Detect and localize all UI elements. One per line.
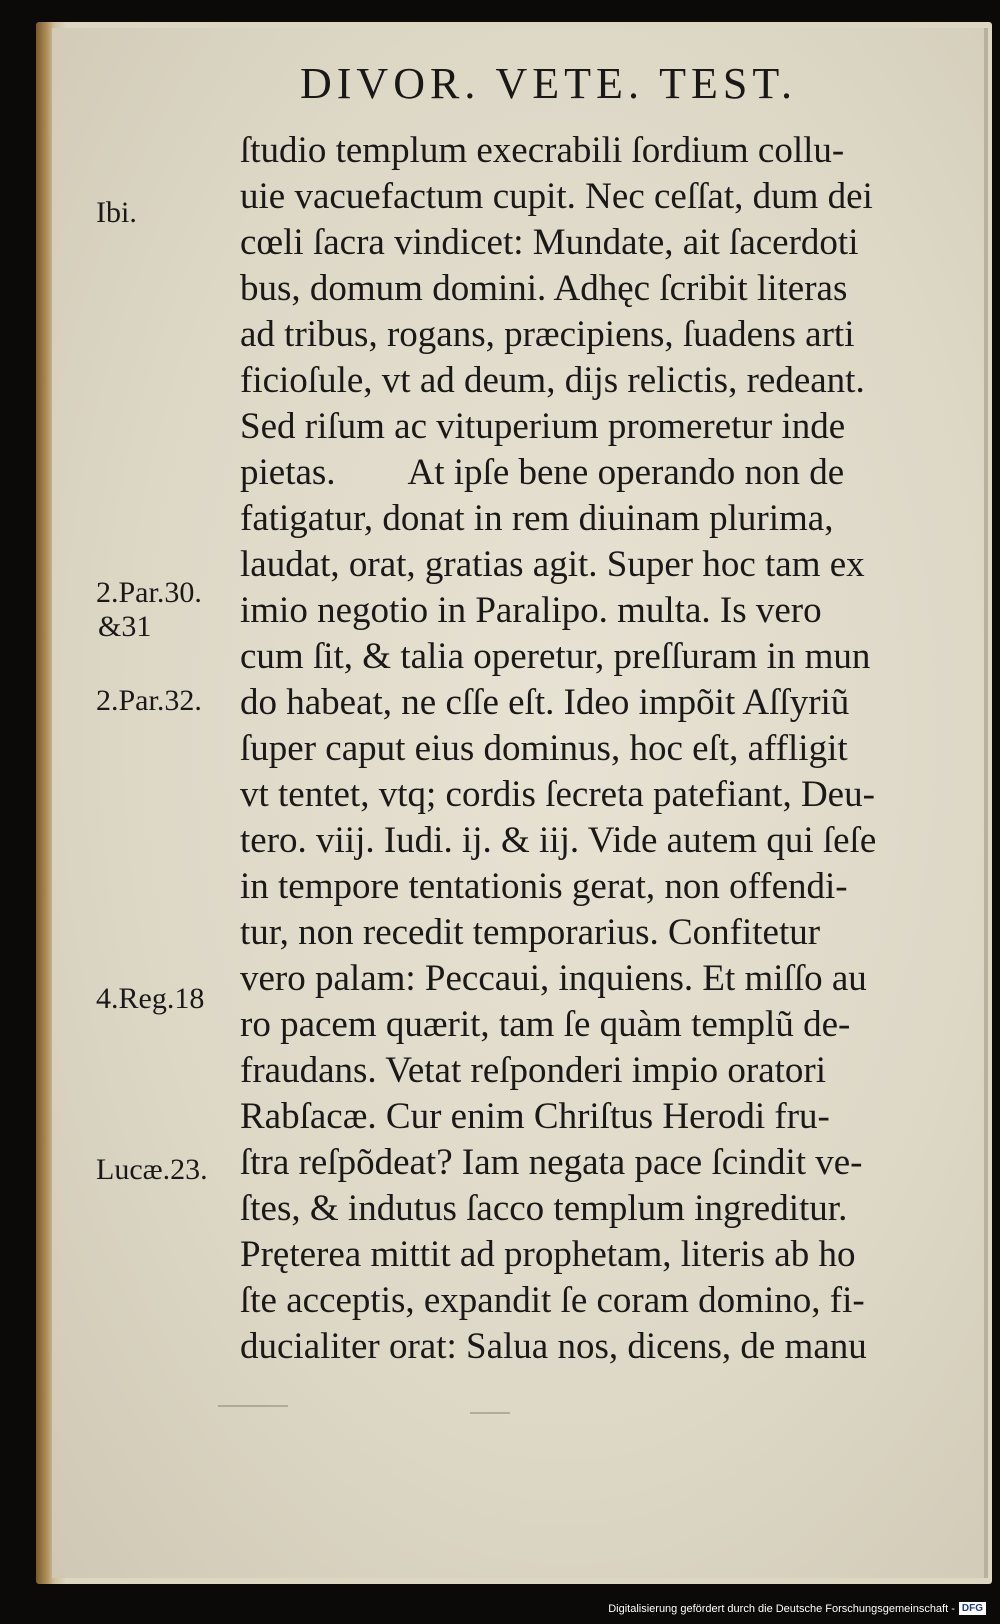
page-smudge-mark [470, 1412, 510, 1414]
text-line: uie vacuefactum cupit. Nec ceſſat, dum dei [240, 176, 873, 217]
main-text-block [240, 128, 940, 1370]
text-line: ro pacem quærit, tam ſe quàm templũ de- [240, 1004, 851, 1045]
text-line: in tempore tentationis gerat, non offendi- [240, 866, 848, 907]
text-line: ſuper caput eius dominus, hoc eſt, affligit [240, 728, 848, 769]
text-line: ſte acceptis, expandit ſe coram domino, fi- [240, 1280, 865, 1321]
text-line: ſtra reſpõdeat? Iam negata pace ſcindit ve- [240, 1142, 863, 1183]
marginal-note-paralipomenon-31: &31 [98, 610, 152, 643]
text-line: ſtes, & indutus ſacco templum ingreditur. [240, 1188, 848, 1229]
marginal-note-kings: 4.Reg.18 [96, 982, 205, 1015]
text-line: ducialiter orat: Salua nos, dicens, de manu [240, 1326, 867, 1367]
text-line: tur, non recedit temporarius. Confitetur [240, 912, 821, 953]
running-title: DIVOR. VETE. TEST. [300, 59, 797, 108]
text-line: tero. viij. Iudi. ij. & iij. Vide autem qui ſeſe [240, 820, 877, 861]
text-line: cum ſit, & talia operetur, preſſuram in mun [240, 636, 871, 677]
text-line: ſtudio templum execrabili ſordium collu- [240, 130, 845, 171]
text-line: bus, domum domini. Adhęc ſcribit literas [240, 268, 848, 309]
text-line: vero palam: Peccaui, inquiens. Et miſſo au [240, 958, 867, 999]
text-line: imio negotio in Paralipo. multa. Is vero [240, 590, 822, 631]
text-line: do habeat, ne cſſe eſt. Ideo impõit Aſſyriũ [240, 682, 850, 723]
text-line: Pręterea mittit ad prophetam, literis ab ho [240, 1234, 856, 1275]
text-line: ficioſule, vt ad deum, dijs relictis, redeant. [240, 360, 865, 401]
text-line: ad tribus, rogans, præcipiens, ſuadens arti [240, 314, 855, 355]
digitization-credit [608, 1602, 986, 1615]
marginal-note-paralipomenon-30: 2.Par.30. [96, 576, 202, 609]
text-line: pietas. At ipſe bene operando non de [240, 452, 845, 493]
text-line: laudat, orat, gratias agit. Super hoc tam ex [240, 544, 865, 585]
marginal-note-paralipomenon-32: 2.Par.32. [96, 684, 202, 717]
marginal-note-ibi: Ibi. [96, 196, 137, 229]
text-line: cœli ſacra vindicet: Mundate, ait ſacerdoti [240, 222, 859, 263]
text-line: fraudans. Vetat reſponderi impio oratori [240, 1050, 827, 1091]
text-line: Sed riſum ac vituperium promeretur inde [240, 406, 846, 447]
page-smudge-mark [218, 1405, 288, 1407]
marginal-note-luke: Lucæ.23. [96, 1153, 208, 1186]
credit-text: Digitalisierung gefördert durch die Deutsche Forschungsgemeinschaft - [608, 1602, 955, 1615]
text-line: fatigatur, donat in rem diuinam plurima, [240, 498, 834, 539]
text-line: Rabſacæ. Cur enim Chriſtus Herodi fru- [240, 1096, 830, 1137]
text-line: vt tentet, vtq; cordis ſecreta patefiant, Deu- [240, 774, 875, 815]
dfg-logo: DFG [959, 1602, 986, 1615]
